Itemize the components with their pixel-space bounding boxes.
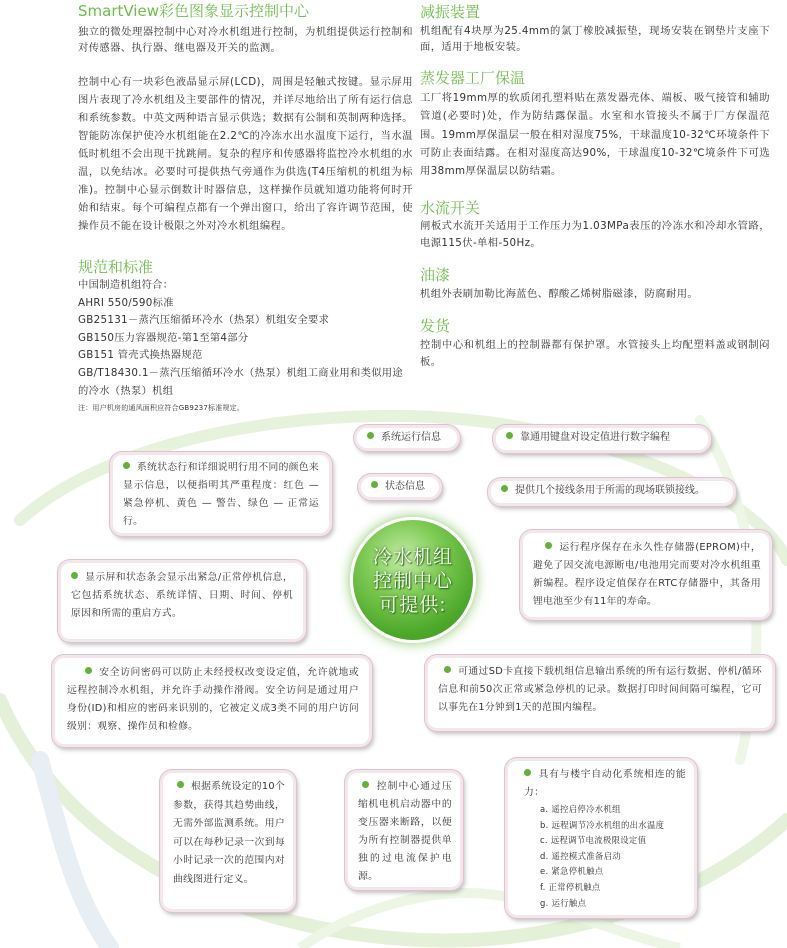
callout-security <box>52 655 372 747</box>
bullet-icon <box>85 667 92 674</box>
bas-item: d. 遥控模式准备启动 <box>540 850 621 861</box>
bas-item: g. 运行触点 <box>540 897 587 908</box>
center-line: 控制中心 <box>372 570 453 592</box>
evaporator-insulation-text: 工厂将19mm厚的软质闭孔塑料贴在蒸发器壳体、端板、吸气接管和辅助管道(必要时)处，作为防结露保温。水室和水管接头不属于厂方保温范围。19mm厚保温层一般在相对湿度75%，干球温度10-32℃环境条件下可防止表面结露。在相对湿度高达90%，干球温度10-32℃境条件下可选用38mm厚保温层以防结霜。 <box>420 92 770 178</box>
control-center-title: SmartView彩色图象显示控制中心 <box>78 2 309 20</box>
callout-trend <box>160 770 296 912</box>
callout-sd-card <box>425 655 775 731</box>
bas-item: c. 远程调节电流极限设定值 <box>540 835 647 846</box>
callout-text: 根据系统设定的10个参数，获得其趋势曲线，无需外部监测系统。用户可以在每秒记录一次到每小时记录一次的范围内对曲线图进行定义。 <box>173 781 285 885</box>
bas-item: b. 远程调节冷水机组的出水温度 <box>540 819 665 830</box>
evaporator-insulation-title: 蒸发器工厂保温 <box>420 69 526 87</box>
paint-title: 油漆 <box>420 266 451 284</box>
bullet-icon <box>362 781 369 788</box>
bas-title: 具有与楼宇自动化系统相连的能力： <box>524 769 686 798</box>
callout-system-info <box>354 425 460 451</box>
callout-power <box>345 770 463 890</box>
flow-switch-text: 闸板式水流开关适用于工作压力为1.03MPa表压的冷冻水和冷却水管路，电源115伏-单相-50Hz。 <box>420 220 770 249</box>
callout-text: 显示屏和状态条会显示出紧急/正常停机信息，它包括系统状态、系统详情、日期、时间、停机原因和所需的重启方式。 <box>71 572 293 619</box>
callout-status <box>358 474 442 500</box>
standards-lead: 中国制造机组符合： <box>78 279 174 291</box>
center-line: 冷水机组 <box>372 546 453 568</box>
bullet-icon <box>367 432 374 439</box>
callout-keypad <box>493 425 711 453</box>
callout-colors <box>110 452 332 536</box>
vibration-isolation-title: 减振装置 <box>420 3 481 21</box>
bas-item: f. 正常停机触点 <box>540 881 601 892</box>
bullet-icon <box>177 781 184 788</box>
bullet-icon <box>524 769 531 776</box>
callout-text: 可通过SD卡直接下载机组信息输出系统的所有运行数据、停机/循环信息和前50次正常或紧急停机的记录。数据打印时间间隔可编程，它可以事先在1分钟到1天的范围内编程。 <box>438 666 762 713</box>
paint-text: 机组外表刷加勒比海蓝色、醇酸乙烯树脂磁漆，防腐耐用。 <box>420 288 699 300</box>
shipping-title: 发货 <box>420 317 451 335</box>
callout-bas <box>505 758 697 918</box>
center-circle <box>350 517 476 643</box>
bas-title-row <box>518 766 686 802</box>
flow-switch-title: 水流开关 <box>420 199 481 217</box>
bas-item: a. 遥控启停冷水机组 <box>540 804 621 814</box>
callout-text: 控制中心通过压缩机电机启动器中的变压器来断路，以便为所有控制器提供单独的过电流保护电源。 <box>358 781 452 882</box>
bullet-icon <box>71 572 78 579</box>
standards-item: GB151 管壳式换热器规范 <box>78 349 203 362</box>
shipping-text: 控制中心和机组上的控制器都有保护罩。水管接头上均配塑料盖或钢制闷板。 <box>420 339 770 368</box>
callout-text: 状态信息 <box>385 481 425 492</box>
bullet-icon <box>371 481 378 488</box>
callout-text: 运行程序保存在永久性存储器(EPROM)中，避免了因交流电源断电/电池用完而要对冷水机组重新编程。程序设定值保存在RTC存储器中，其备用锂电池至少有11年的寿命。 <box>533 542 761 607</box>
standards-item: GB/T18430.1－蒸汽压缩循环冷水（热泵）机组工商业用和类似用途的冷水（热泵）机组 <box>78 366 404 397</box>
control-center-description: 控制中心有一块彩色液晶显示屏(LCD)，周围是轻触式按键。显示屏用图片表现了冷水机组及主要部件的情况，并详尽地给出了所有运行信息和系统参数。中英文两种语言显示供选；数据有公制和英制两种选择。智能防冻保护使冷水机组能在2.2℃的冷冻水出水温度下运行，当水温低时机组不会出现干扰跳闸。复杂的程序和传感器将监控冷水机组的水温，以免结冰。必要时可提供热气旁通作为供选(T4压缩机的机组为标准)。控制中心显示倒数计时器信息，这样操作员就知道功能将何时开始和结束。每个可编程点都有一个弹出窗口，给出了容许调节范围，使操作员不能在设计极限之外对冷水机组编程。 <box>78 76 413 232</box>
vibration-isolation-text: 机组配有4块厚为25.4mm的氯丁橡胶减振垫，现场安装在钢垫片支座下面，适用于地板安装。 <box>420 25 770 53</box>
bullet-icon <box>506 432 513 439</box>
standards-note: 注：用户机房的通风面积应符合GB9237标准规定。 <box>78 404 245 413</box>
callout-text: 提供几个接线条用于所需的现场联锁接线。 <box>515 485 705 496</box>
standards-title: 规范和标准 <box>78 258 154 276</box>
callout-text: 靠通用键盘对设定值进行数字编程 <box>520 432 670 443</box>
callout-text: 系统运行信息 <box>381 432 441 443</box>
bullet-icon <box>123 462 130 469</box>
bullet-icon <box>444 666 451 673</box>
callout-eprom <box>520 530 772 620</box>
callout-text: 系统状态行和详细说明行用不同的颜色来显示信息，以便指明其严重程度：红色 — 紧急停机、黄色 — 警告、绿色 — 正常运行。 <box>123 462 319 527</box>
background-swoosh <box>40 760 110 948</box>
bullet-icon <box>545 542 552 549</box>
standards-item: GB150压力容器规范-第1至第4部分 <box>78 331 249 344</box>
bullet-icon <box>501 485 508 492</box>
standards-item: GB25131－蒸汽压缩循环冷水（热泵）机组安全要求 <box>78 314 330 327</box>
center-line: 可提供: <box>379 594 447 616</box>
callout-text: 安全访问密码可以防止未经授权改变设定值，允许就地或远程控制冷水机组，并允许手动操作滑阀。安全访问是通过用户身份(ID)和相应的密码来识别的，它被定义成3类不同的用户访问级别：观察、操作员和检修。 <box>67 667 359 732</box>
bas-item: e. 紧急停机触点 <box>540 866 604 877</box>
callout-terminals <box>488 478 736 506</box>
callout-shutdown <box>58 560 306 642</box>
control-center-intro: 独立的微处理器控制中心对冷水机组进行控制，为机组提供运行控制和对传感器、执行器、继电器及开关的监测。 <box>78 26 413 54</box>
standards-item: AHRI 550/590标准 <box>78 296 174 309</box>
